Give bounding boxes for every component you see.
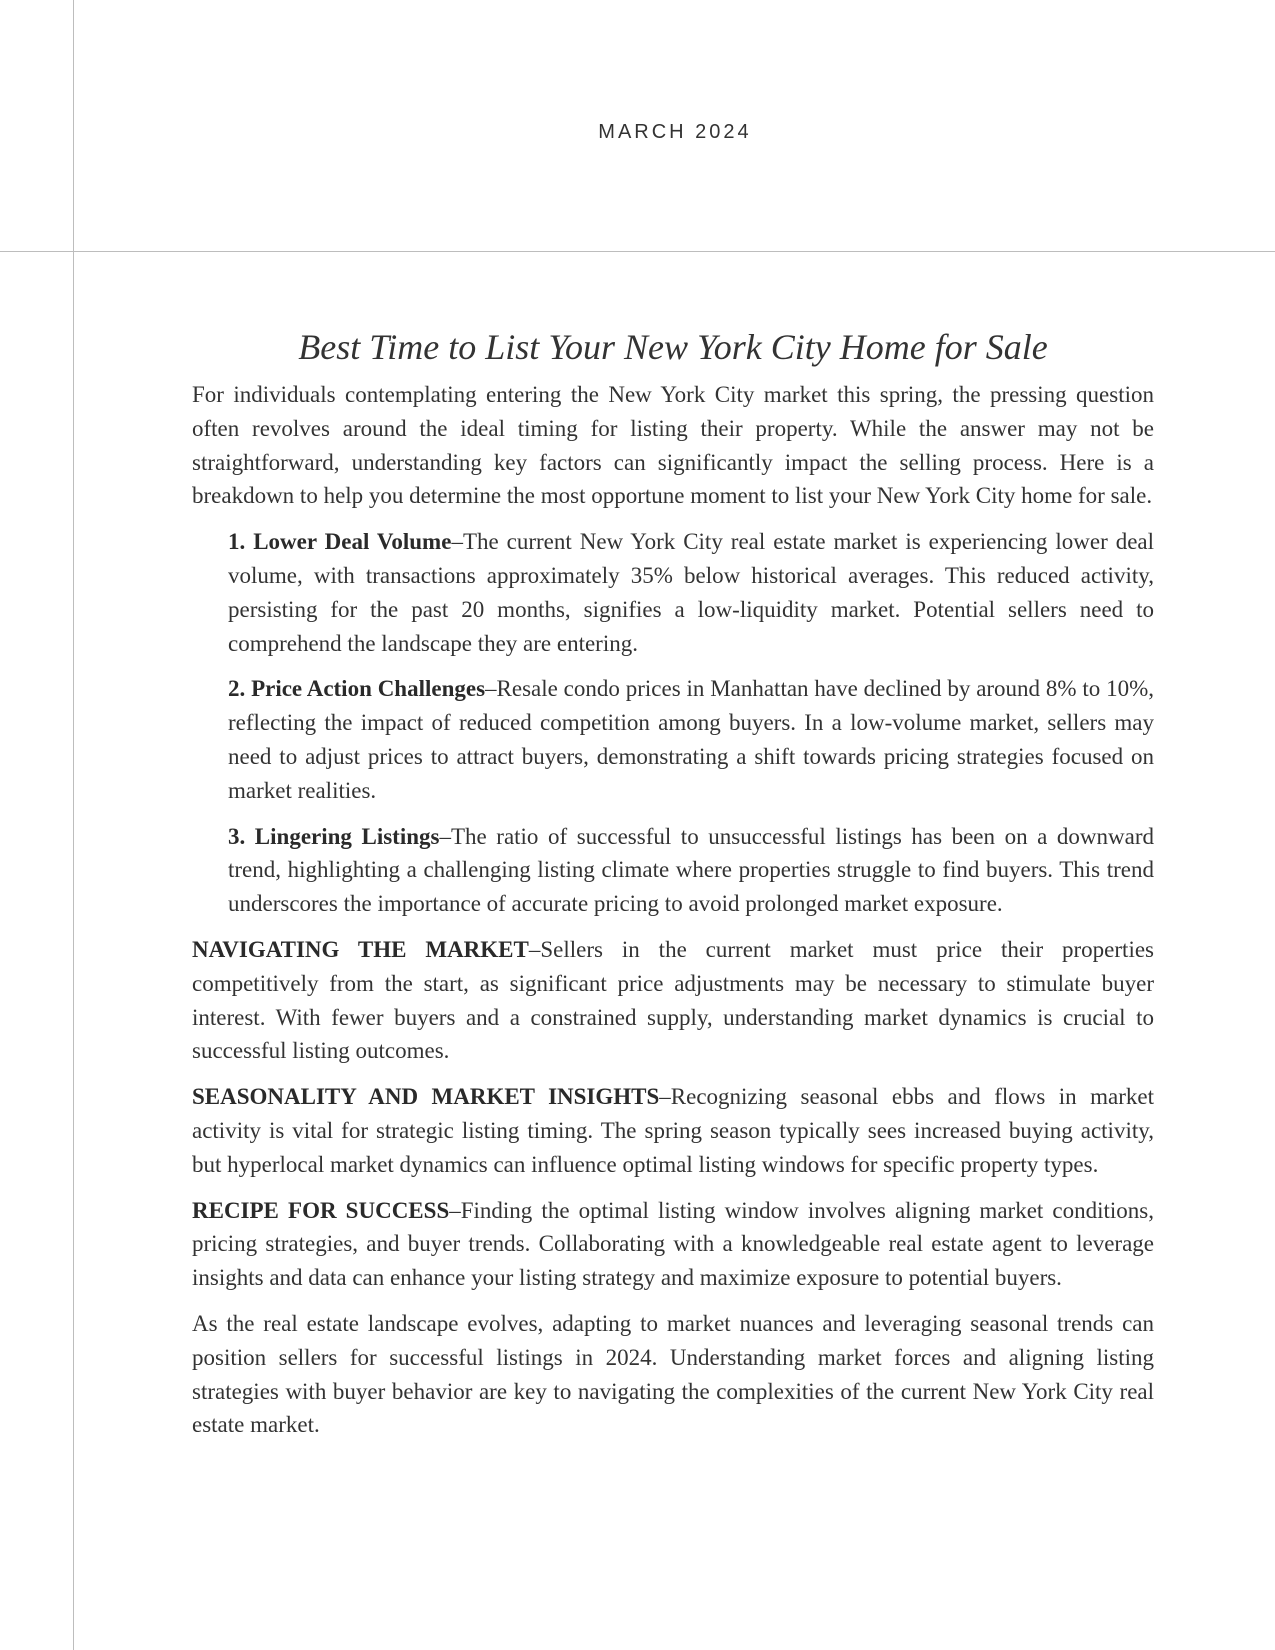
section-heading: SEASONALITY AND MARKET INSIGHTS — [192, 1084, 660, 1110]
factor-heading: 1. Lower Deal Volume — [228, 529, 452, 555]
header-rule-horizontal — [0, 251, 1275, 252]
factor-item — [228, 525, 1154, 660]
article-title: Best Time to List Your New York City Home for Sale — [298, 327, 1048, 367]
section-paragraph — [192, 1194, 1154, 1295]
section-paragraph — [192, 933, 1154, 1068]
factor-item — [228, 672, 1154, 807]
conclusion-paragraph: As the real estate landscape evolves, adapting to market nuances and leveraging seasonal trends can position sellers for successful listings in 2024. Understanding market forces and aligning listing strategies with buyer behavior are key to navigating the complexities of the current New York City real estate market. — [192, 1310, 1154, 1438]
factor-heading: 2. Price Action Challenges — [228, 676, 486, 702]
factor-body: –The ratio of successful to unsuccessful listings has been on a downward trend, highlighting a challenging listing climate where properties struggle to find buyers. This trend underscores the importance of accurate pricing to avoid prolonged market exposure. — [228, 823, 1154, 917]
factor-list — [192, 525, 1154, 921]
factor-item — [228, 820, 1154, 921]
factor-body: –The current New York City real estate market is experiencing lower deal volume, with transactions approximately 35% below historical averages. This reduced activity, persisting for the past 20 months, signifies a low-liquidity market. Potential sellers need to comprehend the landscape they are entering. — [228, 529, 1155, 656]
section-body: –Sellers in the current market must price their properties competitively from the start, as significant price adjustments may be necessary to stimulate buyer interest. With fewer buyers and a constrained supply, understanding market dynamics is crucial to successful listing outcomes. — [192, 936, 1154, 1064]
intro-paragraph: For individuals contemplating entering the New York City market this spring, the pressing question often revolves around the ideal timing for listing their property. While the answer may not be straightforward, understanding key factors can significantly impact the selling process. Here is a breakdown to help you determine the most opportune moment to list your New York City home for sale. — [192, 382, 1154, 509]
section-body: –Recognizing seasonal ebbs and flows in market activity is vital for strategic listing timing. The spring season typically sees increased buying activity, but hyperlocal market dynamics can influence optimal listing windows for specific property types. — [192, 1084, 1154, 1177]
margin-rule-vertical — [73, 0, 74, 1650]
issue-date: MARCH 2024 — [598, 121, 752, 143]
section-body: –Finding the optimal listing window involves aligning market conditions, pricing strategies, and buyer trends. Collaborating with a knowledgeable real estate agent to leverage insights and data can enhance your listing strategy and maximize exposure to potential buyers. — [192, 1197, 1154, 1291]
factor-body: –Resale condo prices in Manhattan have declined by around 8% to 10%, reflecting the impact of reduced competition among buyers. In a low-volume market, sellers may need to adjust prices to attract buyers, demonstrating a shift towards pricing strategies focused on market realities. — [228, 676, 1155, 803]
section-paragraph — [192, 1080, 1154, 1181]
article — [192, 326, 1154, 1454]
section-heading: RECIPE FOR SUCCESS — [192, 1197, 450, 1223]
factor-heading: 3. Lingering Listings — [228, 823, 440, 849]
section-heading: NAVIGATING THE MARKET — [192, 936, 529, 962]
